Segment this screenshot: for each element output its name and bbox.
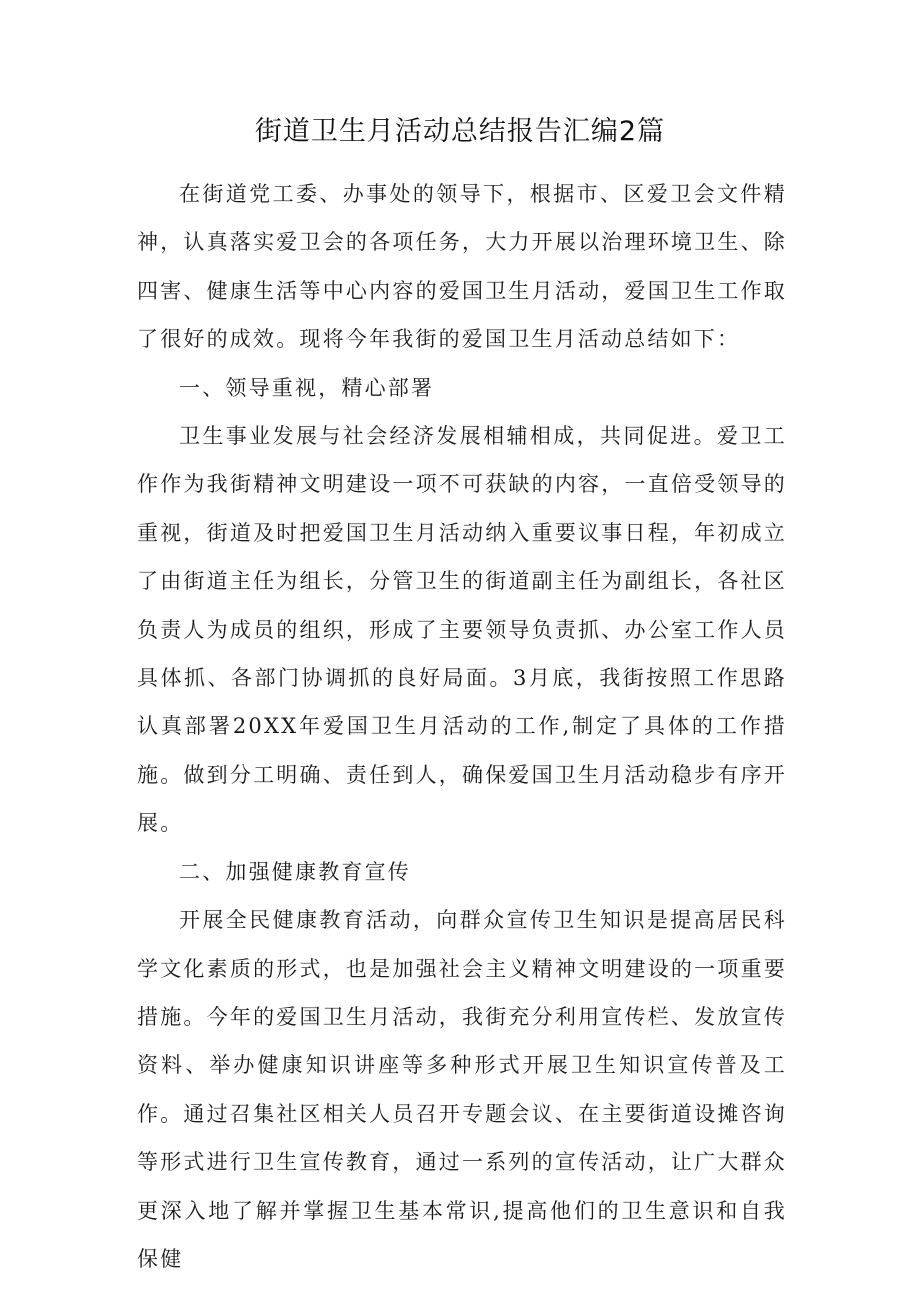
body-paragraph: 卫生事业发展与社会经济发展相辅相成，共同促进。爱卫工作作为我街精神文明建设一项不可获缺的内容，一直倍受领导的重视，街道及时把爱国卫生月活动纳入重要议事日程，年初成立了由街道主任为组长，分管卫生的街道副主任为副组长，各社区负责人为成员的组织，形成了主要领导负责抓、办公室工作人员具体抓、各部门协调抓的良好局面。3月底，我街按照工作思路认真部署20XX年爱国卫生月活动的工作,制定了具体的工作措施。做到分工明确、责任到人，确保爱国卫生月活动稳步有序开展。 bbox=[137, 424, 787, 836]
body-paragraph: 在街道党工委、办事处的领导下，根据市、区爱卫会文件精神，认真落实爱卫会的各项任务，大力开展以治理环境卫生、除四害、健康生活等中心内容的爱国卫生月活动，爱国卫生工作取了很好的成效。现将今年我街的爱国卫生月活动总结如下： bbox=[137, 182, 787, 352]
document-title: 街道卫生月活动总结报告汇编2篇 bbox=[254, 116, 666, 147]
body-paragraph: 开展全民健康教育活动，向群众宣传卫生知识是提高居民科学文化素质的形式，也是加强社会主义精神文明建设的一项重要措施。今年的爱国卫生月活动，我街充分利用宣传栏、发放宣传资料、举办健康知识讲座等多种形式开展卫生知识宣传普及工作。通过召集社区相关人员召开专题会议、在主要街道设摊咨询等形式进行卫生宣传教育，通过一系列的宣传活动，让广大群众更深入地了解并掌握卫生基本常识,提高他们的卫生意识和自我保健 bbox=[137, 908, 787, 1271]
section-heading: 二、加强健康教育宣传 bbox=[179, 859, 411, 884]
document-body bbox=[137, 170, 787, 1283]
section-heading: 一、领导重视，精心部署 bbox=[179, 375, 435, 400]
